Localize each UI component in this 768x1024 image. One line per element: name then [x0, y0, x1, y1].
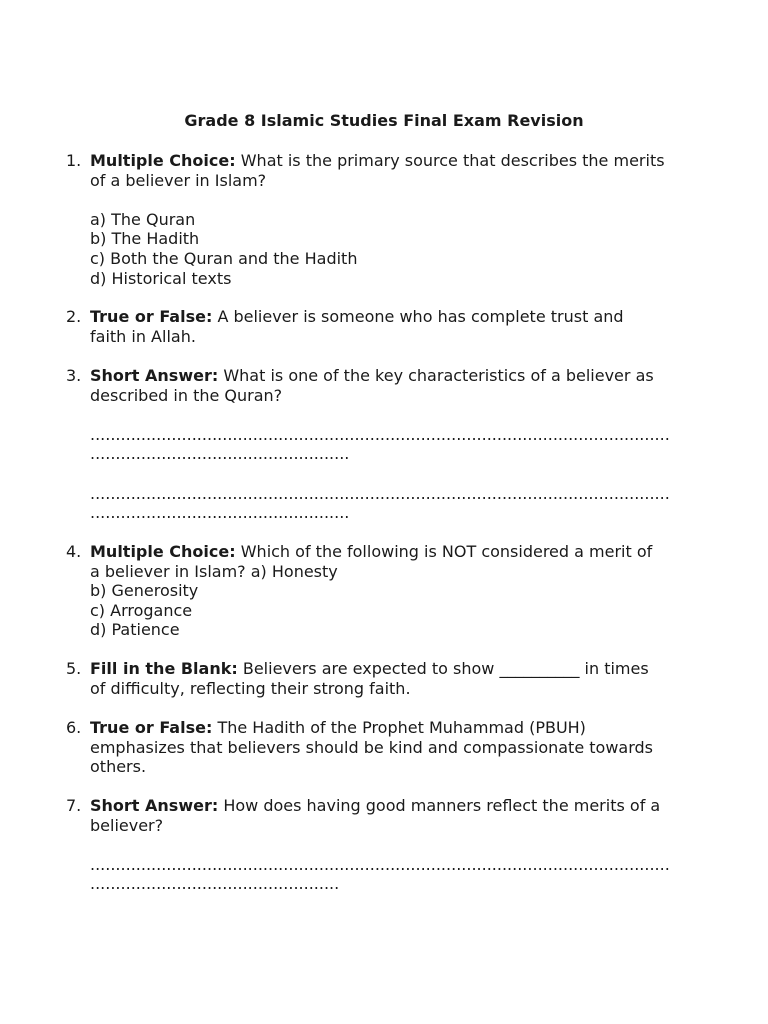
answer-option: d) Patience [90, 620, 180, 640]
question-number: 1. [66, 151, 82, 170]
page-title: Grade 8 Islamic Studies Final Exam Revision [184, 111, 584, 130]
question-number: 4. [66, 542, 82, 561]
question-number: 6. [66, 718, 82, 737]
question-type: True or False: [90, 307, 213, 326]
question-3 [66, 366, 686, 523]
question-number: 5. [66, 659, 82, 678]
answer-line[interactable]: ................................................... [90, 503, 350, 523]
question-number: 2. [66, 307, 82, 326]
question-number: 3. [66, 366, 82, 385]
question-text: a believer in Islam? a) Honesty [90, 561, 338, 581]
question-text: The Hadith of the Prophet Muhammad (PBUH) [212, 718, 586, 737]
answer-option: c) Both the Quran and the Hadith [90, 248, 358, 268]
question-type: Short Answer: [90, 796, 219, 815]
question-type: True or False: [90, 718, 213, 737]
answer-option: d) Historical texts [90, 268, 232, 288]
question-text: described in the Quran? [90, 385, 283, 405]
answer-line[interactable]: ................................................... [90, 444, 350, 464]
answer-option: c) Arrogance [90, 600, 193, 620]
question-text: of difficulty, reflecting their strong faith. [90, 678, 411, 698]
question-number: 7. [66, 796, 82, 815]
question-text: others. [90, 757, 147, 777]
question-type: Multiple Choice: [90, 151, 236, 170]
question-text: believer? [90, 815, 164, 835]
question-5 [66, 659, 686, 698]
question-text: What is the primary source that describes the merits [235, 151, 665, 170]
question-text: Which of the following is NOT considered a merit of [235, 542, 653, 561]
answer-option: b) Generosity [90, 581, 199, 601]
question-text: Believers are expected to show __________ in times [237, 659, 649, 678]
answer-line[interactable]: ................................................. [90, 874, 340, 894]
question-4 [66, 542, 686, 640]
question-type: Multiple Choice: [90, 542, 236, 561]
answer-line[interactable]: .................................................................................................................. [90, 424, 670, 444]
question-text: emphasizes that believers should be kind and compassionate towards [90, 737, 653, 757]
question-text: of a believer in Islam? [90, 170, 267, 190]
question-type: Fill in the Blank: [90, 659, 238, 678]
question-text: faith in Allah. [90, 326, 196, 346]
question-1 [66, 151, 686, 288]
answer-line[interactable]: .................................................................................................................. [90, 483, 670, 503]
answer-line[interactable]: .................................................................................................................. [90, 854, 670, 874]
answer-option: a) The Quran [90, 209, 196, 229]
question-text: How does having good manners reflect the merits of a [218, 796, 661, 815]
question-text: What is one of the key characteristics of a believer as [218, 366, 654, 385]
question-2 [66, 307, 686, 346]
question-text: A believer is someone who has complete trust and [212, 307, 624, 326]
question-7 [66, 796, 686, 894]
answer-option: b) The Hadith [90, 229, 200, 249]
question-6 [66, 718, 686, 777]
question-type: Short Answer: [90, 366, 219, 385]
